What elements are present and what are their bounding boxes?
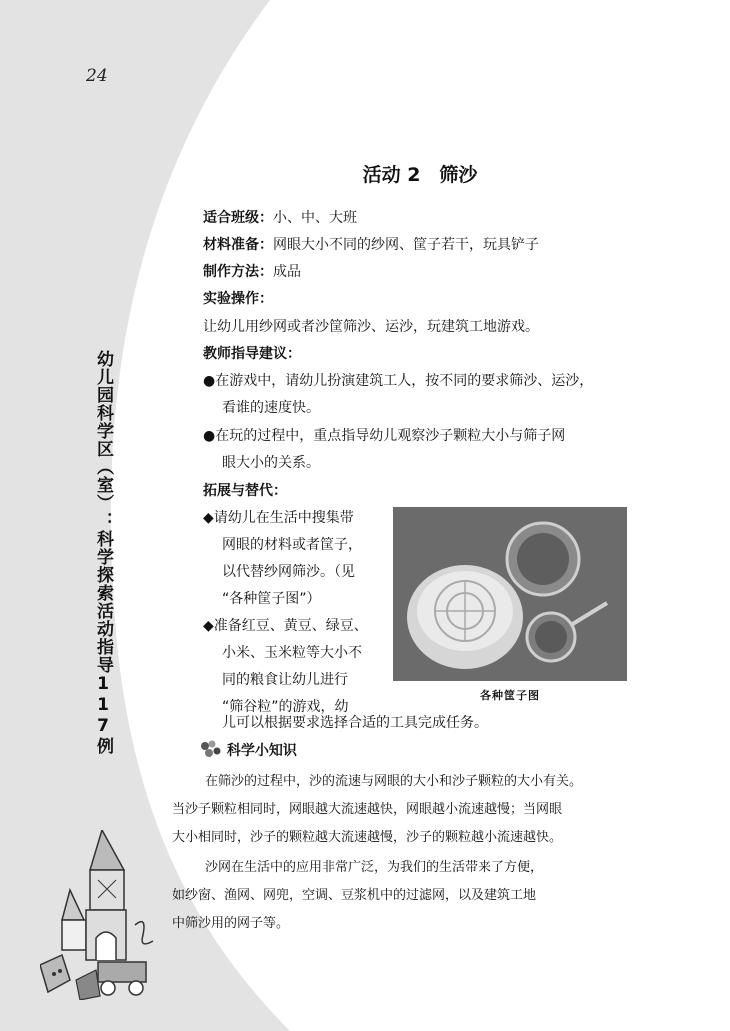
diamond-icon: ◆ xyxy=(203,510,214,526)
field-experiment-value: 让幼儿用纱网或者沙筐筛沙、运沙，玩建筑工地游戏。 xyxy=(203,319,539,335)
field-value: 成品 xyxy=(273,264,301,280)
advice-item: ●在游戏中，请幼儿扮演建筑工人，按不同的要求筛沙、运沙， xyxy=(203,373,594,389)
field-label: 制作方法： xyxy=(203,264,273,280)
photo-caption: 各种筐子图 xyxy=(480,689,540,702)
field-value: 小、中、大班 xyxy=(273,210,357,226)
field-grade xyxy=(203,207,357,227)
extend-item-cont: “各种筐子图”） xyxy=(222,591,321,607)
extend-item-cont: 网眼的材料或者筐子， xyxy=(222,537,362,553)
field-method xyxy=(203,261,301,281)
extend-item-cont: 以代替纱网筛沙。（见 xyxy=(222,564,355,580)
advice-item-cont: 眼大小的关系。 xyxy=(222,455,320,471)
bullet-icon: ● xyxy=(203,428,216,444)
book-side-title: 幼儿园科学区（室）：科学探索活动指导117例 xyxy=(93,350,113,755)
extend-item-cont: “筛谷粒”的游戏，幼 xyxy=(222,699,349,715)
extend-item-cont: 同的粮食让幼儿进行 xyxy=(222,672,348,688)
strainers-photo xyxy=(393,507,627,681)
science-para2-line: 沙网在生活中的应用非常广泛，为我们的生活带来了方便， xyxy=(205,860,544,875)
science-para1-line: 在筛沙的过程中，沙的流速与网眼的大小和沙子颗粒的大小有关。 xyxy=(205,774,583,789)
science-para2-line: 如纱窗、渔网、网兜，空调、豆浆机中的过滤网，以及建筑工地 xyxy=(172,888,537,903)
advice-item: ●在玩的过程中，重点指导幼儿观察沙子颗粒大小与筛子网 xyxy=(203,428,566,444)
bullet-icon: ● xyxy=(203,373,216,389)
science-heading: 科学小知识 xyxy=(200,740,297,760)
castle-toy-illustration xyxy=(40,830,180,1000)
diamond-icon: ◆ xyxy=(203,618,214,634)
advice-item-cont: 看谁的速度快。 xyxy=(222,400,320,416)
extend-item: ◆准备红豆、黄豆、绿豆、 xyxy=(203,618,368,634)
field-label: 材料准备： xyxy=(203,237,273,253)
science-para1-line: 大小相同时，沙子的颗粒越大流速越慢，沙子的颗粒越小流速越快。 xyxy=(172,830,563,845)
science-para1-line: 当沙子颗粒相同时，网眼越大流速越快，网眼越小流速越慢；当网眼 xyxy=(172,802,563,817)
extend-item: ◆请幼儿在生活中搜集带 xyxy=(203,510,354,526)
science-para2-line: 中筛沙用的网子等。 xyxy=(172,916,290,931)
science-icon xyxy=(200,740,222,758)
field-experiment-label: 实验操作： xyxy=(203,291,273,307)
field-materials xyxy=(203,234,539,254)
page-number: 24 xyxy=(86,66,108,86)
field-label: 适合班级： xyxy=(203,210,273,226)
field-value: 网眼大小不同的纱网、筐子若干，玩具铲子 xyxy=(273,237,539,253)
extend-item-cont: 小米、玉米粒等大小不 xyxy=(222,645,362,661)
page-title: 活动 2 筛沙 xyxy=(362,164,478,186)
extend-tail: 儿可以根据要求选择合适的工具完成任务。 xyxy=(222,715,488,731)
field-extend-label: 拓展与替代： xyxy=(203,483,287,499)
field-advice-label: 教师指导建议： xyxy=(203,346,301,362)
